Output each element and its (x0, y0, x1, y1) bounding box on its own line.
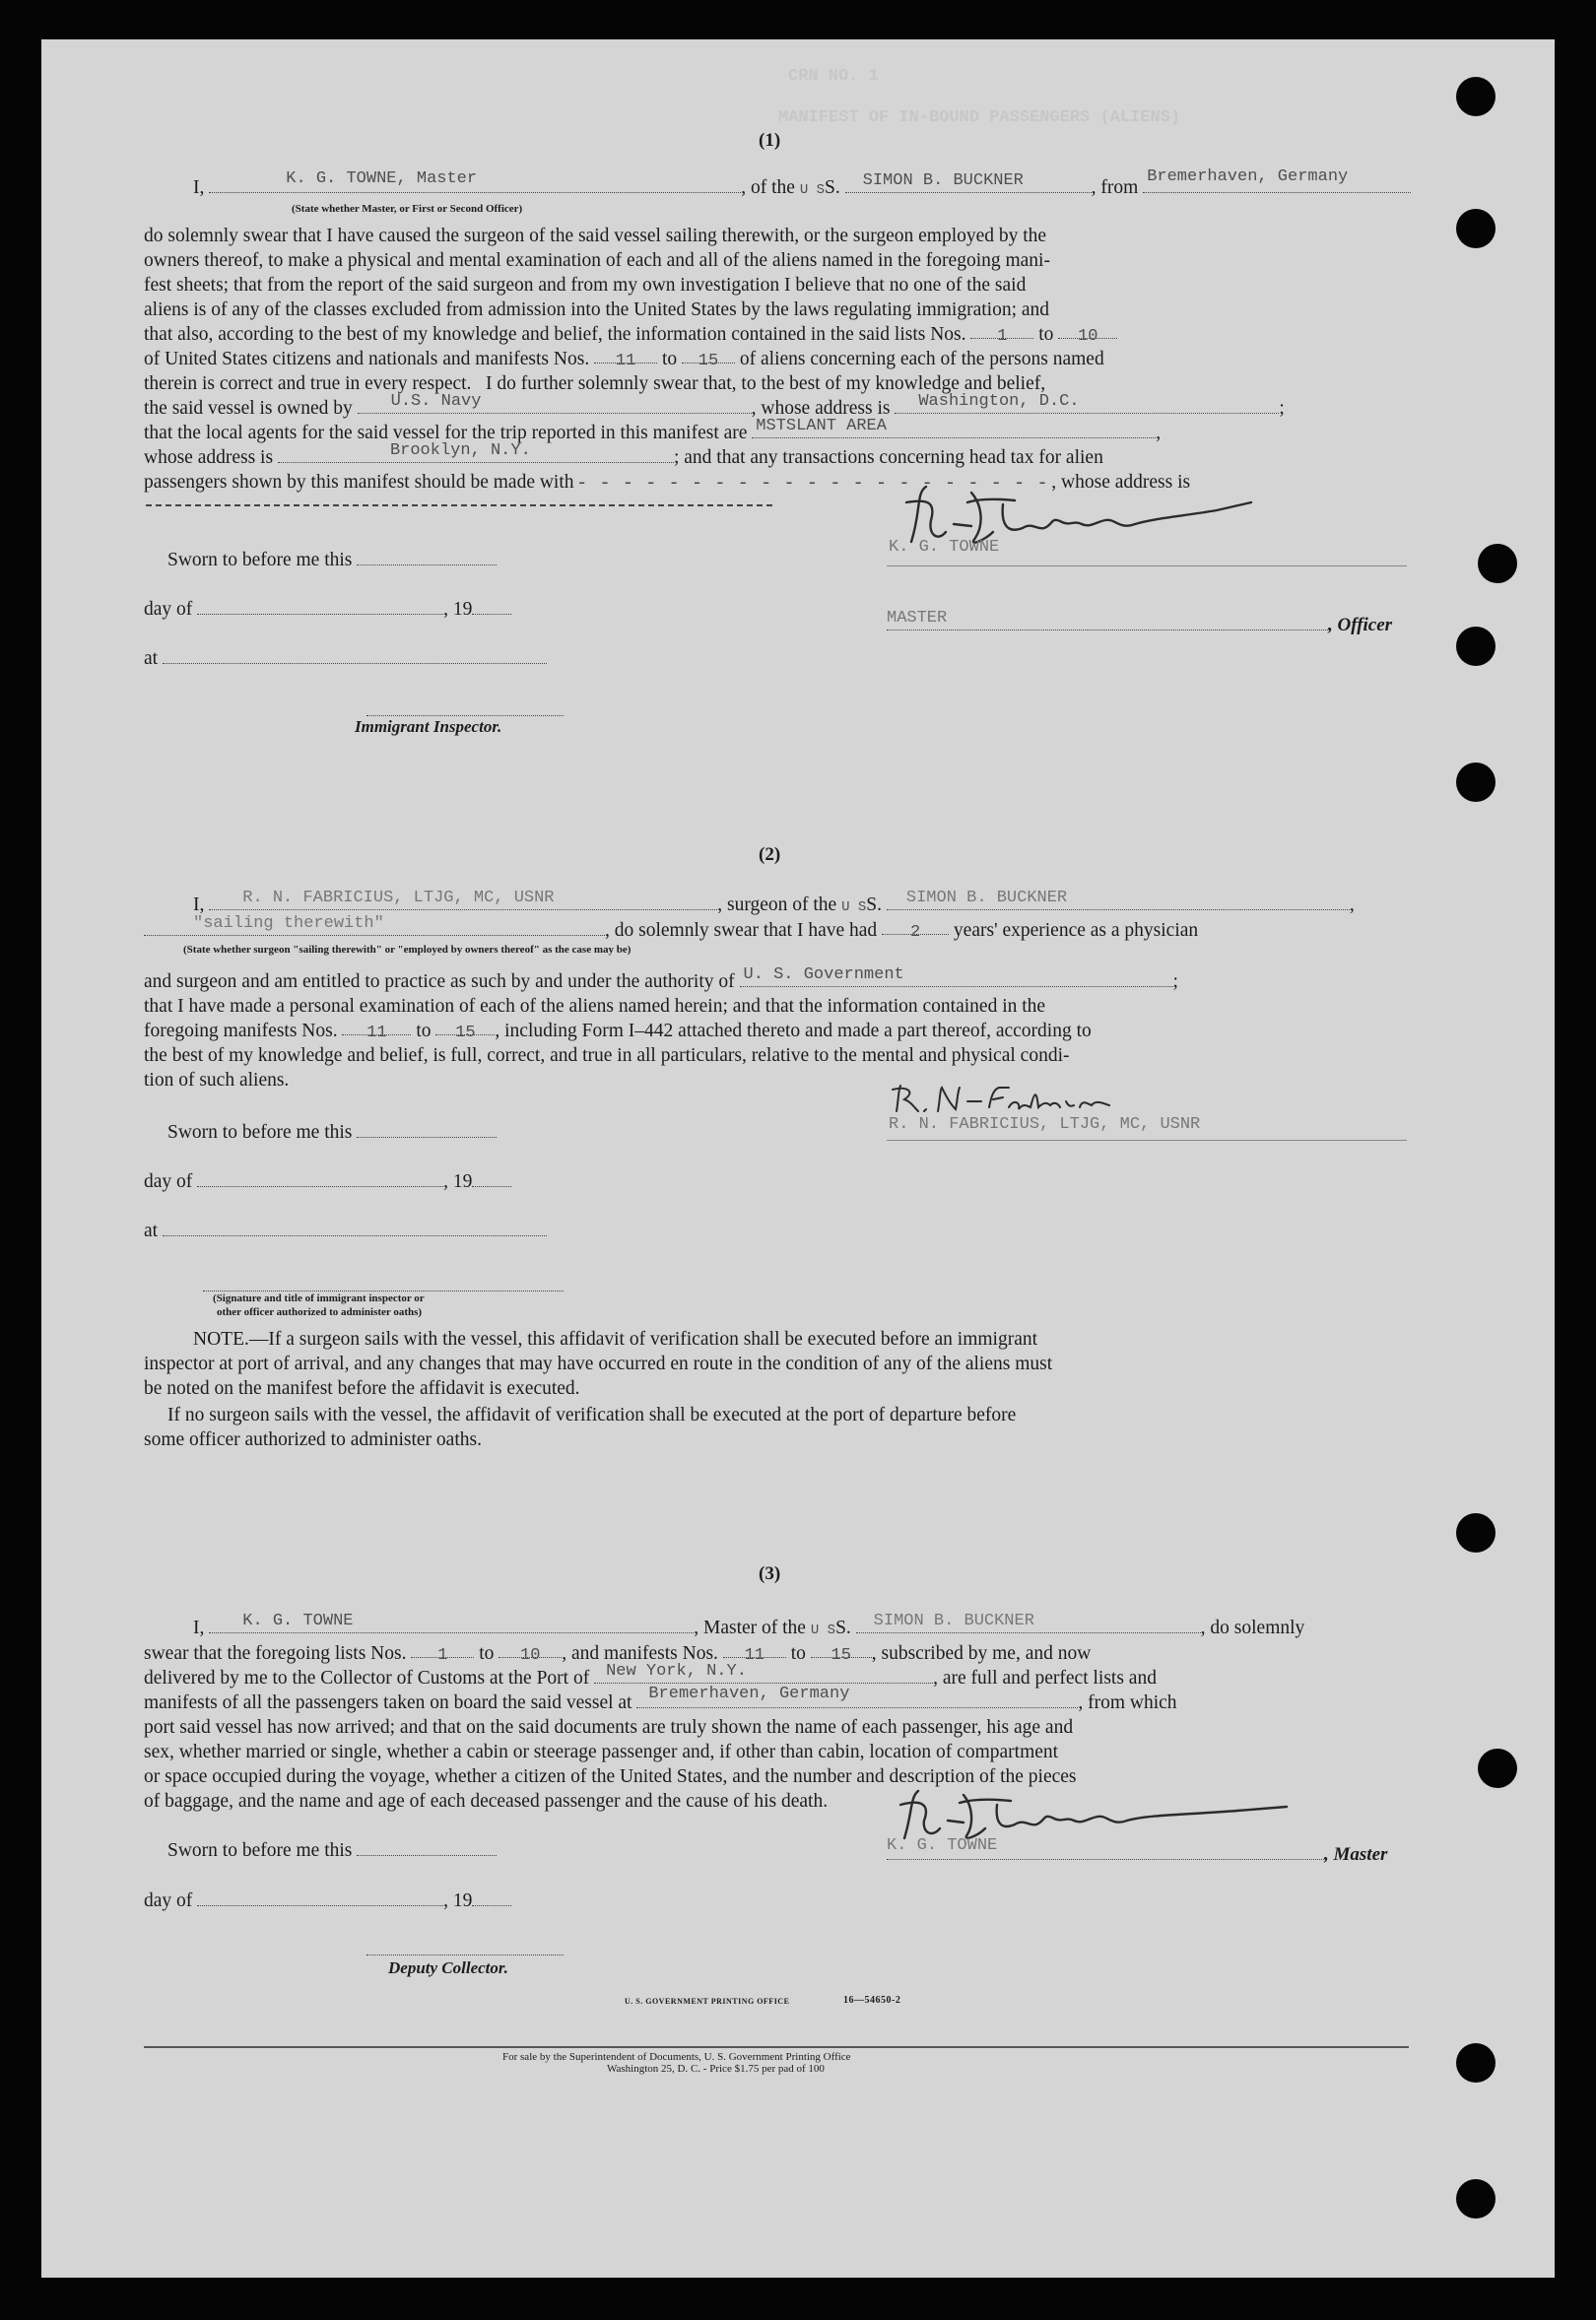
punch-hole-6 (1456, 1513, 1496, 1553)
lists-from: 1 (997, 327, 1008, 346)
s1-line-8: the said vessel is owned by U.S. Navy , whose address is Washington, D.C. ; (144, 396, 1285, 421)
sailing-note: (State whether surgeon "sailing therewith" or "employed by owners thereof" as the case may be) (183, 944, 632, 956)
local-agents: MSTSLANT AREA (756, 417, 887, 435)
agents-address: Brooklyn, N.Y. (389, 441, 531, 460)
signature-line-2 (887, 1140, 1407, 1141)
s3-line-6: or space occupied during the voyage, whether a citizen of the United States, and the number and description of the pieces (144, 1766, 1077, 1787)
sig-note-1: (Signature and title of immigrant inspector or (213, 1293, 425, 1304)
s3-line-2: delivered by me to the Collector of Customs at the Port of New York, N.Y. , are full and perfect lists and (144, 1666, 1157, 1690)
s1-at: at (144, 646, 547, 671)
punch-hole-9 (1456, 2179, 1496, 2219)
s3-lists-from: 1 (437, 1646, 448, 1665)
s3-master-signature-line (887, 1836, 1388, 1867)
s1-sworn: Sworn to before me this (167, 548, 497, 572)
s2-line-3: that I have made a personal examination of each of the aliens named herein; and that the information contained in the (144, 996, 1046, 1017)
owner: U.S. Navy (390, 392, 482, 411)
vessel-name: SIMON B. BUCKNER (862, 171, 1024, 190)
section-1-number: (1) (759, 130, 781, 151)
bleed-title: MANIFEST OF IN-BOUND PASSENGERS (ALIENS) (778, 108, 1181, 127)
note-p2-b: some officer authorized to administer oaths. (144, 1429, 482, 1450)
section-2-number: (2) (759, 844, 781, 865)
dashed-line (146, 504, 772, 506)
s1-line-5: that also, according to the best of my knowledge and belief, the information contained in the said lists Nos. 1 to 10 (144, 322, 1117, 347)
s1-line-7: therein is correct and true in every respect. I do further solemnly swear that, to the best of my knowledge and belief, (144, 373, 1046, 394)
manifests-from: 11 (615, 352, 636, 370)
s3-manifests-to: 15 (831, 1646, 851, 1665)
footer-rule (144, 2046, 1409, 2048)
punch-hole-4 (1456, 627, 1496, 666)
s3-vessel-name: SIMON B. BUCKNER (873, 1612, 1034, 1630)
s2-line-4: foregoing manifests Nos. 11 to 15 , including Form I–442 attached thereto and made a part thereof, according to (144, 1021, 1092, 1042)
s2-line-6: tion of such aliens. (144, 1070, 290, 1091)
years-experience: 2 (909, 923, 921, 942)
pronoun-i: I, (193, 177, 205, 198)
departure-port: Bremerhaven, Germany (1147, 167, 1349, 186)
s2-line-5: the best of my knowledge and belief, is full, correct, and true in all particulars, relative to the mental and physical condi- (144, 1045, 1070, 1066)
note-p1-c: be noted on the manifest before the affidavit is executed. (144, 1378, 580, 1399)
s2-line-oath: I, R. N. FABRICIUS, LTJG, MC, USNR , surgeon of the U SS. SIMON B. BUCKNER , (193, 893, 1355, 920)
for-sale-line-1: For sale by the Superintendent of Documents, U. S. Government Printing Office (502, 2051, 851, 2063)
s1-line-4: aliens is of any of the classes excluded from admission into the United States by the laws regulating immigration; and (144, 299, 1050, 320)
vessel-prefix: U S (799, 182, 826, 198)
note-p1-a: NOTE.—If a surgeon sails with the vessel, this affidavit of verification shall be executed before an immigrant (193, 1329, 1038, 1350)
officer-label: , Officer (1328, 615, 1393, 635)
for-sale-line-2: Washington 25, D. C. - Price $1.75 per pad of 100 (607, 2063, 825, 2075)
master-name: K. G. TOWNE, Master (286, 169, 478, 188)
punch-hole-5 (1456, 762, 1496, 802)
deputy-line (366, 1939, 564, 1955)
s2-line-2: and surgeon and am entitled to practice as such by and under the authority of U. S. Government ; (144, 969, 1178, 994)
owner-address: Washington, D.C. (918, 392, 1080, 411)
s3-manifests-from: 11 (744, 1646, 765, 1665)
s1-line-11: passengers shown by this manifest should be made with - - - - - - - - - - - - - - - - - - - - -, whose address is (144, 472, 1191, 493)
s3-line-5: sex, whether married or single, whether a cabin or steerage passenger and, if other than cabin, location of compartment (144, 1742, 1059, 1762)
s1-line-oath: I, K. G. TOWNE, Master , of the U SS. SIMON B. BUCKNER , from Bremerhaven, Germany (193, 175, 1411, 203)
punch-hole-3 (1478, 544, 1517, 583)
signature-line-1 (887, 565, 1407, 566)
punch-hole-7 (1478, 1749, 1517, 1788)
surgeon-signer-name: R. N. FABRICIUS, LTJG, MC, USNR (889, 1115, 1201, 1134)
note-p1-b: inspector at port of arrival, and any changes that may have occurred en route in the condition of any of the aliens must (144, 1354, 1053, 1374)
s3-sworn: Sworn to before me this (167, 1838, 497, 1863)
s3-lists-to: 10 (520, 1646, 541, 1665)
s1-line-9: that the local agents for the said vessel for the trip reported in this manifest are MSTSLANT AREA , (144, 421, 1161, 445)
s3-line-3: manifests of all the passengers taken on board the said vessel at Bremerhaven, Germany , from which (144, 1690, 1177, 1715)
immigrant-inspector-label: Immigrant Inspector. (355, 717, 502, 736)
s3-day-of: day of , 19 (144, 1889, 511, 1913)
manifests-to: 15 (698, 352, 719, 370)
s2-line-1: "sailing therewith" , do solemnly swear that I have had 2 years' experience as a physician (144, 918, 1198, 943)
s2-vessel-name: SIMON B. BUCKNER (905, 889, 1068, 907)
s3-signer-name: K. G. TOWNE (887, 1836, 998, 1855)
note-p2-a: If no surgeon sails with the vessel, the affidavit of verification shall be executed at the port of departure before (167, 1405, 1017, 1425)
s3-vessel-prefix: U S (810, 1623, 836, 1638)
s3-master-name: K. G. TOWNE (242, 1612, 354, 1630)
s2-vessel-prefix: U S (841, 899, 867, 915)
s2-at: at (144, 1219, 547, 1243)
s1-line-10: whose address is Brooklyn, N.Y. ; and that any transactions concerning head tax for alien (144, 445, 1103, 470)
arrival-port: New York, N.Y. (606, 1662, 747, 1681)
embark-port: Bremerhaven, Germany (648, 1685, 850, 1703)
s1-line-2: owners thereof, to make a physical and mental examination of each and all of the aliens named in the foregoing mani- (144, 250, 1050, 271)
sailing-status: "sailing therewith" (193, 914, 384, 933)
authority: U. S. Government (743, 965, 904, 984)
punch-hole-2 (1456, 209, 1496, 248)
master-name-note: (State whether Master, or First or Second Officer) (292, 203, 523, 215)
s1-line-3: fest sheets; that from the report of the said surgeon and from my own investigation I believe that no one of the said (144, 275, 1027, 296)
surgeon-name: R. N. FABRICIUS, LTJG, MC, USNR (242, 889, 555, 907)
bleed-form-no: CRN NO. 1 (788, 67, 879, 86)
punch-hole-8 (1456, 2043, 1496, 2083)
s2-day-of: day of , 19 (144, 1169, 511, 1194)
s2-manifests-from: 11 (366, 1024, 387, 1042)
sig-note-2: other officer authorized to administer oaths) (217, 1306, 423, 1318)
s3-line-4: port said vessel has now arrived; and that on the said documents are truly shown the name of each passenger, his age and (144, 1717, 1074, 1738)
form-number: 16—54650-2 (843, 1995, 901, 2006)
gpo-imprint: U. S. GOVERNMENT PRINTING OFFICE (625, 1997, 790, 2006)
s3-line-1: swear that the foregoing lists Nos. 1 to 10 , and manifests Nos. 11 to 15 , subscribed by me, and now (144, 1643, 1092, 1665)
s2-manifests-to: 15 (455, 1024, 476, 1042)
s1-day-of: day of , 19 (144, 597, 511, 622)
officer-title: MASTER (887, 609, 948, 628)
s2-sworn: Sworn to before me this (167, 1120, 497, 1145)
inspector-line-2 (203, 1275, 564, 1292)
s1-officer-title (887, 609, 1393, 637)
master-signer-name: K. G. TOWNE (889, 538, 1000, 557)
s3-line-oath: I, K. G. TOWNE , Master of the U SS. SIMON B. BUCKNER , do solemnly (193, 1616, 1304, 1643)
lists-to: 10 (1078, 327, 1098, 346)
master-label: , Master (1324, 1844, 1388, 1865)
section-3-number: (3) (759, 1563, 781, 1584)
deputy-collector-label: Deputy Collector. (388, 1958, 508, 1977)
punch-hole-1 (1456, 77, 1496, 116)
s1-line-6: of United States citizens and nationals and manifests Nos. 11 to 15 of aliens concerning each of the persons named (144, 349, 1104, 370)
s1-line-1: do solemnly swear that I have caused the surgeon of the said vessel sailing therewith, or the surgeon employed by the (144, 226, 1047, 246)
inspector-line-1 (366, 699, 564, 716)
s3-line-7: of baggage, and the name and age of each deceased passenger and the cause of his death. (144, 1791, 829, 1812)
